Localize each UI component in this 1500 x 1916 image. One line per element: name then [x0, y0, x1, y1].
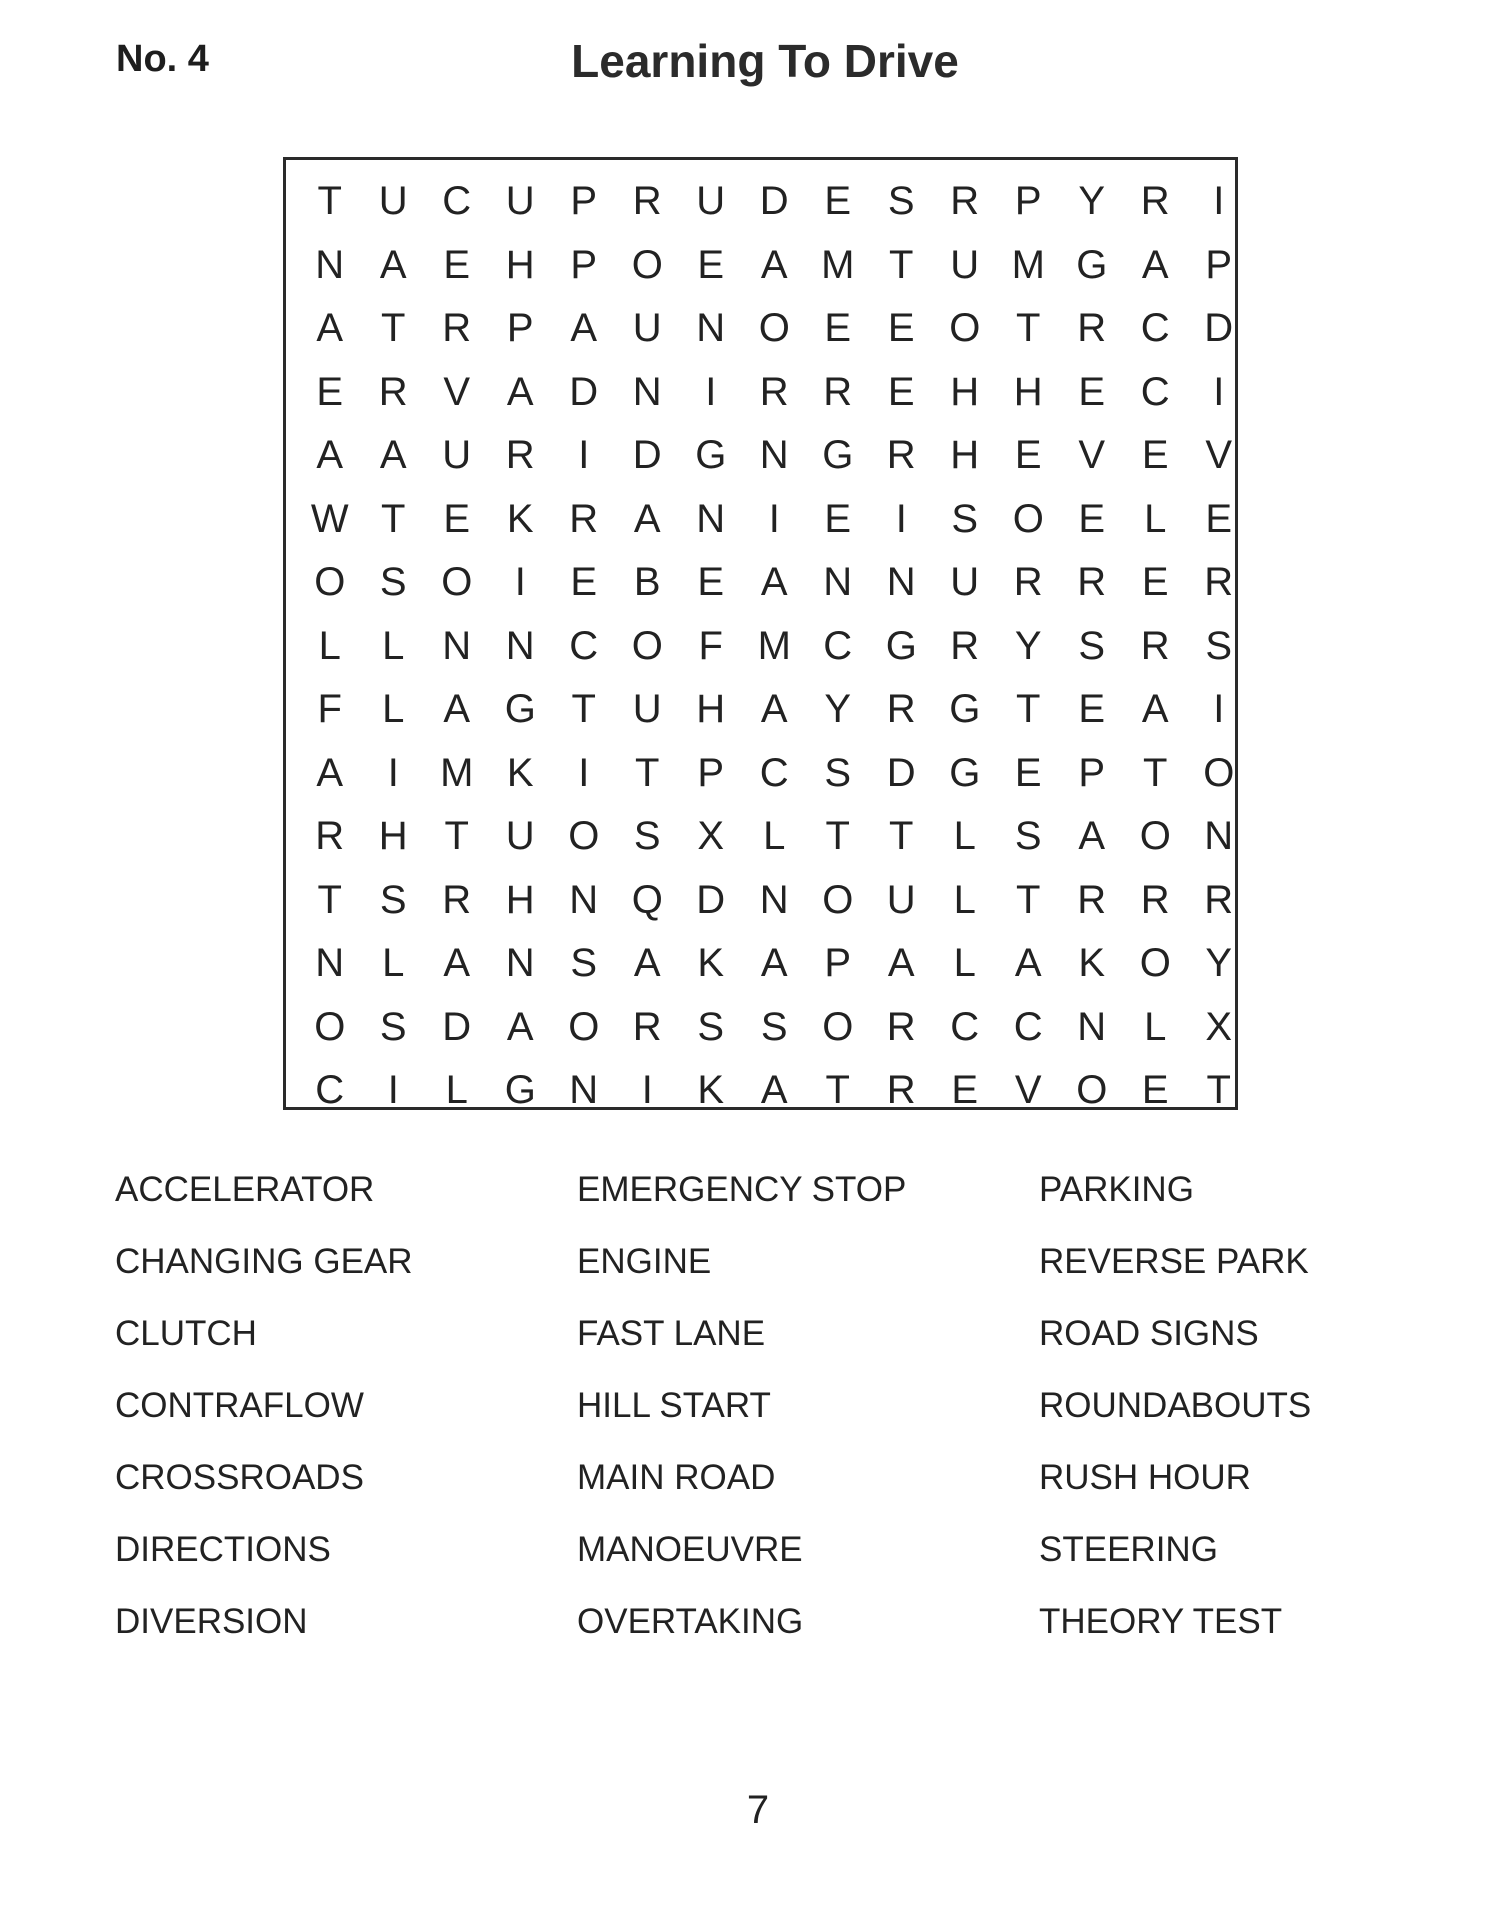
- grid-letter: R: [1204, 877, 1234, 922]
- grid-letter: C: [1140, 306, 1170, 351]
- word-list-column: [1039, 1170, 1415, 1674]
- grid-letter: A: [887, 941, 915, 986]
- grid-letter: H: [950, 433, 980, 478]
- word-list-item: ACCELERATOR: [115, 1170, 375, 1209]
- grid-letter: V: [443, 369, 471, 414]
- grid-letter: E: [316, 369, 344, 414]
- grid-letter: C: [569, 623, 599, 668]
- grid-letter: O: [822, 1004, 854, 1049]
- grid-letter: H: [950, 369, 980, 414]
- grid-letter: O: [1076, 1068, 1108, 1113]
- grid-letter: E: [443, 496, 471, 541]
- grid-letter: C: [315, 1068, 345, 1113]
- grid-letter: I: [578, 750, 590, 795]
- grid-letter: R: [378, 369, 408, 414]
- grid-letter: R: [759, 369, 789, 414]
- grid-letter: L: [445, 1068, 468, 1113]
- grid-letter: L: [1144, 1004, 1167, 1049]
- puzzle-number: No. 4: [116, 38, 209, 80]
- grid-letter: P: [1078, 750, 1106, 795]
- grid-letter: A: [506, 1004, 534, 1049]
- grid-letter: K: [506, 750, 534, 795]
- grid-letter: T: [381, 496, 406, 541]
- grid-letter: I: [578, 433, 590, 478]
- grid-letter: N: [569, 877, 599, 922]
- grid-letter: T: [444, 814, 469, 859]
- grid-letter: R: [569, 496, 599, 541]
- grid-letter: I: [641, 1068, 653, 1113]
- grid-letter: F: [317, 687, 342, 732]
- grid-letter: H: [1013, 369, 1043, 414]
- grid-letter: S: [824, 750, 852, 795]
- grid-letter: V: [1014, 1068, 1042, 1113]
- grid-letter: R: [823, 369, 853, 414]
- grid-letter: X: [697, 814, 725, 859]
- page-title: Learning To Drive: [571, 35, 959, 87]
- grid-letter: M: [440, 750, 474, 795]
- grid-letter: A: [379, 242, 407, 287]
- grid-letter: E: [1014, 433, 1042, 478]
- grid-letter: A: [760, 687, 788, 732]
- grid-letter: G: [695, 433, 727, 478]
- grid-letter: G: [504, 687, 536, 732]
- grid-letter: R: [632, 179, 662, 224]
- word-list-item: DIRECTIONS: [115, 1530, 331, 1569]
- grid-letter: T: [571, 687, 596, 732]
- grid-letter: S: [633, 814, 661, 859]
- grid-letter: S: [379, 1004, 407, 1049]
- grid-letter: Q: [631, 877, 663, 922]
- word-list-item: ENGINE: [577, 1242, 712, 1281]
- grid-letter: S: [887, 179, 915, 224]
- grid-letter: O: [758, 306, 790, 351]
- grid-letter: K: [697, 1068, 725, 1113]
- word-list-item: DIVERSION: [115, 1602, 308, 1641]
- grid-letter: D: [632, 433, 662, 478]
- word-list-item: ROUNDABOUTS: [1039, 1386, 1312, 1425]
- word-list-item: FAST LANE: [577, 1314, 766, 1353]
- grid-letter: U: [950, 560, 980, 605]
- grid-letter: L: [763, 814, 786, 859]
- grid-letter: O: [441, 560, 473, 605]
- grid-letter: R: [886, 687, 916, 732]
- grid-letter: R: [442, 306, 472, 351]
- grid-letter: N: [886, 560, 916, 605]
- word-list-item: CHANGING GEAR: [115, 1242, 413, 1281]
- grid-letter: L: [382, 941, 405, 986]
- grid-letter: E: [887, 306, 915, 351]
- grid-letter: L: [1144, 496, 1167, 541]
- grid-letter: T: [1016, 877, 1041, 922]
- word-list-item: HILL START: [577, 1386, 771, 1425]
- grid-letter: R: [950, 623, 980, 668]
- grid-letter: N: [759, 433, 789, 478]
- word-list-item: CROSSROADS: [115, 1458, 364, 1497]
- grid-letter: P: [570, 179, 598, 224]
- grid-letter: R: [1077, 560, 1107, 605]
- grid-letter: U: [696, 179, 726, 224]
- grid-letter: N: [569, 1068, 599, 1113]
- grid-letter: M: [1011, 242, 1045, 287]
- grid-letter: R: [1140, 877, 1170, 922]
- word-list-item: MANOEUVRE: [577, 1530, 803, 1569]
- grid-letter: C: [759, 750, 789, 795]
- grid-letter: T: [635, 750, 660, 795]
- grid-letter: R: [1077, 877, 1107, 922]
- grid-letter: I: [387, 750, 399, 795]
- grid-letter: E: [824, 306, 852, 351]
- page-number: 7: [746, 1788, 770, 1832]
- word-list-column: [577, 1170, 1039, 1674]
- grid-letter: P: [1014, 179, 1042, 224]
- grid-letter: G: [504, 1068, 536, 1113]
- grid-letter: N: [1204, 814, 1234, 859]
- grid-letter: U: [378, 179, 408, 224]
- grid-letter: O: [949, 306, 981, 351]
- grid-letter: K: [697, 941, 725, 986]
- grid-letter: A: [1014, 941, 1042, 986]
- grid-letter: P: [697, 750, 725, 795]
- grid-letter: T: [1016, 306, 1041, 351]
- grid-letter: S: [379, 560, 407, 605]
- grid-letter: A: [379, 433, 407, 478]
- grid-letter: S: [1014, 814, 1042, 859]
- grid-letter: C: [1013, 1004, 1043, 1049]
- grid-letter: R: [950, 179, 980, 224]
- word-list-column: [115, 1170, 577, 1674]
- grid-letter: R: [886, 433, 916, 478]
- grid-letter: O: [1203, 750, 1235, 795]
- grid-letter: O: [568, 814, 600, 859]
- word-list-item: CONTRAFLOW: [115, 1386, 364, 1425]
- grid-letter: W: [310, 496, 349, 541]
- grid-letter: T: [317, 179, 342, 224]
- grid-letter: G: [822, 433, 854, 478]
- grid-letter: S: [1205, 623, 1233, 668]
- grid-letter: E: [951, 1068, 979, 1113]
- grid-letter: T: [825, 814, 850, 859]
- grid-letter: R: [442, 877, 472, 922]
- grid-letter: T: [1143, 750, 1168, 795]
- grid-letter: G: [949, 687, 981, 732]
- grid-letter: O: [631, 242, 663, 287]
- grid-letter: D: [886, 750, 916, 795]
- grid-letter: A: [760, 242, 788, 287]
- grid-letter: N: [442, 623, 472, 668]
- grid-letter: A: [506, 369, 534, 414]
- grid-letter: Y: [1014, 623, 1042, 668]
- grid-letter: N: [1077, 1004, 1107, 1049]
- grid-letter: K: [1078, 941, 1106, 986]
- grid-letter: I: [768, 496, 780, 541]
- grid-letter: I: [705, 369, 717, 414]
- word-list-item: PARKING: [1039, 1170, 1194, 1209]
- grid-letter: L: [382, 687, 405, 732]
- grid-letter: A: [633, 496, 661, 541]
- grid-letter: U: [505, 179, 535, 224]
- grid-letter: T: [889, 242, 914, 287]
- grid-letter: L: [953, 941, 976, 986]
- grid-letter: T: [825, 1068, 850, 1113]
- grid-letter: R: [632, 1004, 662, 1049]
- grid-letter: S: [760, 1004, 788, 1049]
- grid-letter: N: [505, 941, 535, 986]
- grid-letter: E: [1205, 496, 1233, 541]
- grid-letter: L: [953, 814, 976, 859]
- word-list-item: THEORY TEST: [1039, 1602, 1283, 1641]
- grid-letter: U: [505, 814, 535, 859]
- grid-letter: N: [315, 242, 345, 287]
- grid-letter: V: [1078, 433, 1106, 478]
- grid-letter: O: [314, 1004, 346, 1049]
- word-list-item: RUSH HOUR: [1039, 1458, 1251, 1497]
- word-list-item: ROAD SIGNS: [1039, 1314, 1259, 1353]
- grid-letter: S: [570, 941, 598, 986]
- grid-letter: N: [315, 941, 345, 986]
- grid-letter: L: [953, 877, 976, 922]
- grid-letter: L: [382, 623, 405, 668]
- grid-letter: R: [1013, 560, 1043, 605]
- grid-letter: R: [315, 814, 345, 859]
- grid-letter: U: [442, 433, 472, 478]
- grid-letter: M: [821, 242, 855, 287]
- grid-letter: A: [570, 306, 598, 351]
- grid-letter: N: [632, 369, 662, 414]
- word-list-item: EMERGENCY STOP: [577, 1170, 907, 1209]
- grid-letter: L: [318, 623, 341, 668]
- grid-letter: T: [1016, 687, 1041, 732]
- grid-letter: M: [757, 623, 791, 668]
- grid-letter: T: [317, 877, 342, 922]
- grid-letter: A: [443, 941, 471, 986]
- grid-letter: S: [951, 496, 979, 541]
- grid-letter: U: [950, 242, 980, 287]
- grid-letter: O: [631, 623, 663, 668]
- grid-letter: A: [1141, 242, 1169, 287]
- grid-letter: U: [886, 877, 916, 922]
- grid-letter: N: [823, 560, 853, 605]
- grid-letter: S: [379, 877, 407, 922]
- grid-letter: O: [314, 560, 346, 605]
- grid-letter: O: [1139, 814, 1171, 859]
- grid-letter: E: [1078, 496, 1106, 541]
- grid-letter: A: [760, 560, 788, 605]
- grid-letter: E: [570, 560, 598, 605]
- grid-letter: X: [1205, 1004, 1233, 1049]
- grid-letter: N: [696, 306, 726, 351]
- grid-letter: G: [885, 623, 917, 668]
- grid-letter: N: [696, 496, 726, 541]
- grid-letter: E: [824, 179, 852, 224]
- grid-letter: D: [759, 179, 789, 224]
- word-list-item: MAIN ROAD: [577, 1458, 776, 1497]
- word-search-grid: [298, 170, 1251, 1123]
- grid-letter: E: [824, 496, 852, 541]
- grid-letter: R: [886, 1068, 916, 1113]
- grid-letter: S: [1078, 623, 1106, 668]
- grid-letter: G: [949, 750, 981, 795]
- grid-letter: O: [822, 877, 854, 922]
- word-list-item: REVERSE PARK: [1039, 1242, 1309, 1281]
- grid-letter: E: [443, 242, 471, 287]
- grid-letter: A: [316, 750, 344, 795]
- grid-letter: D: [1204, 306, 1234, 351]
- grid-letter: D: [442, 1004, 472, 1049]
- grid-letter: E: [697, 560, 725, 605]
- grid-letter: A: [316, 306, 344, 351]
- grid-letter: T: [889, 814, 914, 859]
- grid-letter: A: [760, 941, 788, 986]
- grid-letter: I: [1213, 179, 1225, 224]
- grid-letter: I: [1213, 687, 1225, 732]
- grid-letter: I: [514, 560, 526, 605]
- grid-letter: C: [950, 1004, 980, 1049]
- grid-letter: B: [633, 560, 661, 605]
- grid-letter: R: [886, 1004, 916, 1049]
- grid-letter: D: [696, 877, 726, 922]
- grid-letter: H: [378, 814, 408, 859]
- grid-letter: T: [1206, 1068, 1231, 1113]
- grid-letter: E: [697, 242, 725, 287]
- grid-letter: N: [505, 623, 535, 668]
- grid-letter: R: [1077, 306, 1107, 351]
- grid-letter: S: [697, 1004, 725, 1049]
- grid-letter: O: [1012, 496, 1044, 541]
- grid-letter: P: [570, 242, 598, 287]
- grid-letter: A: [633, 941, 661, 986]
- grid-letter: Y: [1078, 179, 1106, 224]
- grid-letter: I: [387, 1068, 399, 1113]
- grid-letter: Y: [1205, 941, 1233, 986]
- word-list-item: OVERTAKING: [577, 1602, 804, 1641]
- grid-letter: P: [824, 941, 852, 986]
- grid-letter: R: [1140, 623, 1170, 668]
- word-list: [115, 1170, 1415, 1674]
- grid-letter: I: [1213, 369, 1225, 414]
- grid-letter: E: [1141, 433, 1169, 478]
- grid-letter: C: [823, 623, 853, 668]
- grid-letter: E: [1014, 750, 1042, 795]
- grid-letter: K: [506, 496, 534, 541]
- grid-letter: A: [1141, 687, 1169, 732]
- grid-letter: A: [443, 687, 471, 732]
- grid-letter: D: [569, 369, 599, 414]
- grid-letter: R: [1140, 179, 1170, 224]
- grid-letter: A: [760, 1068, 788, 1113]
- grid-letter: V: [1205, 433, 1233, 478]
- grid-letter: E: [1078, 687, 1106, 732]
- grid-letter: A: [1078, 814, 1106, 859]
- grid-letter: Y: [824, 687, 852, 732]
- grid-letter: R: [1204, 560, 1234, 605]
- grid-letter: H: [505, 877, 535, 922]
- grid-letter: U: [632, 687, 662, 732]
- word-search-grid-frame: [283, 157, 1238, 1113]
- grid-letter: A: [316, 433, 344, 478]
- grid-letter: N: [759, 877, 789, 922]
- grid-letter: G: [1076, 242, 1108, 287]
- grid-letter: E: [1141, 1068, 1169, 1113]
- grid-letter: T: [381, 306, 406, 351]
- grid-letter: C: [1140, 369, 1170, 414]
- grid-letter: H: [696, 687, 726, 732]
- grid-letter: P: [1205, 242, 1233, 287]
- grid-letter: O: [1139, 941, 1171, 986]
- grid-letter: U: [632, 306, 662, 351]
- grid-letter: E: [887, 369, 915, 414]
- grid-letter: O: [568, 1004, 600, 1049]
- word-list-item: CLUTCH: [115, 1314, 257, 1353]
- grid-letter: H: [505, 242, 535, 287]
- grid-letter: P: [506, 306, 534, 351]
- grid-letter: F: [698, 623, 723, 668]
- grid-letter: R: [505, 433, 535, 478]
- grid-letter: I: [895, 496, 907, 541]
- grid-letter: C: [442, 179, 472, 224]
- grid-letter: E: [1078, 369, 1106, 414]
- word-list-item: STEERING: [1039, 1530, 1218, 1569]
- grid-letter: E: [1141, 560, 1169, 605]
